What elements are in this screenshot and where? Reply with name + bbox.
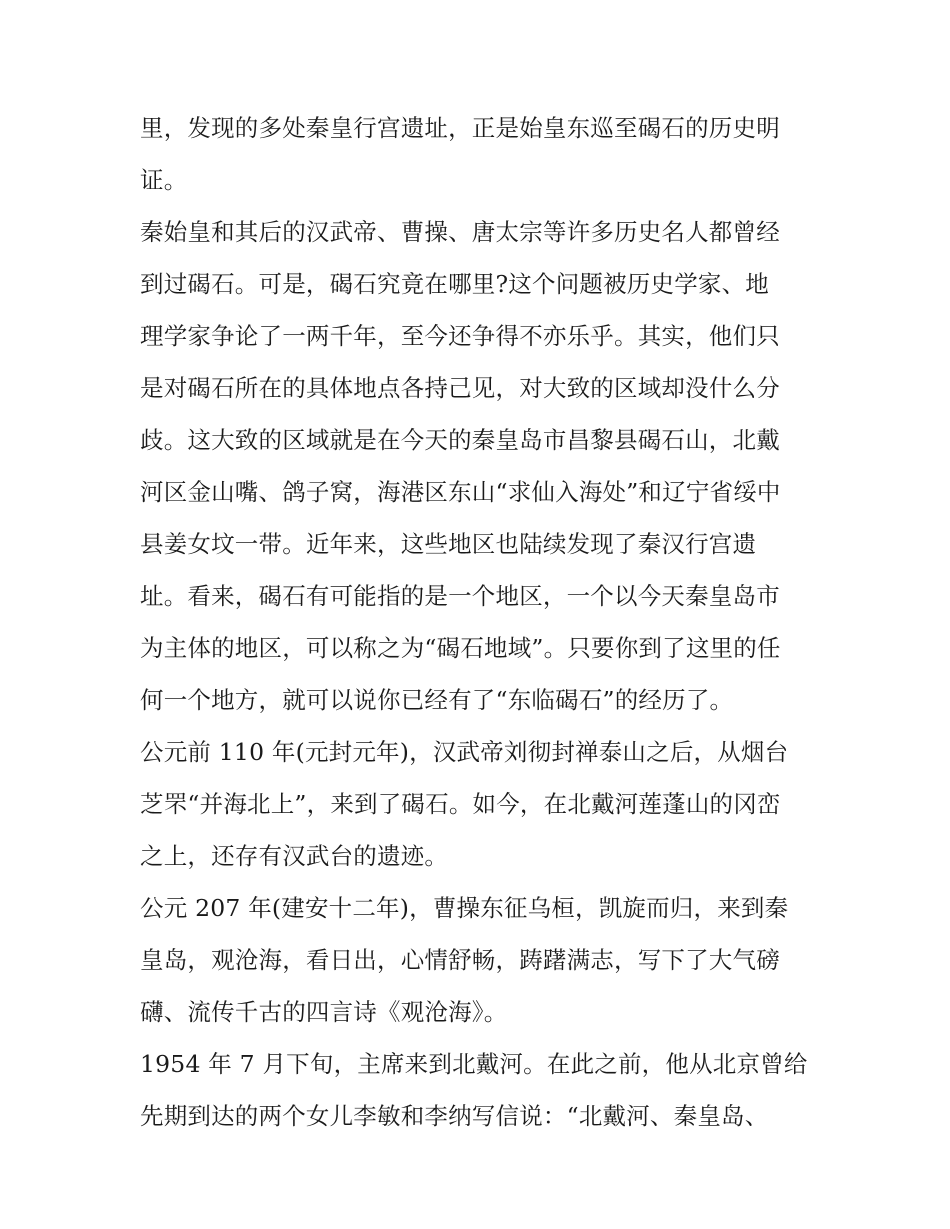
text-line: 皇岛，观沧海，看日出，心情舒畅，踌躇满志，写下了大气磅 (140, 946, 780, 974)
text-line: 芝罘“并海北上”，来到了碣石。如今，在北戴河莲蓬山的冈峦 (140, 790, 781, 818)
text-line: 到过碣石。可是，碣石究竟在哪里?这个问题被历史学家、地 (140, 270, 769, 298)
text-line: 公元前 110 年(元封元年)，汉武帝刘彻封禅泰山之后，从烟台 (140, 738, 789, 766)
text-line: 是对碣石所在的具体地点各持己见，对大致的区域却没什么分 (140, 374, 780, 402)
text-line: 址。看来，碣石有可能指的是一个地区，一个以今天秦皇岛市 (140, 582, 780, 610)
text-line: 秦始皇和其后的汉武帝、曹操、唐太宗等许多历史名人都曾经 (140, 218, 780, 246)
text-line: 为主体的地区，可以称之为“碣石地域”。只要你到了这里的任 (140, 634, 781, 662)
text-line: 何一个地方，就可以说你已经有了“东临碣石”的经历了。 (140, 686, 734, 714)
text-line: 县姜女坟一带。近年来，这些地区也陆续发现了秦汉行宫遗 (140, 530, 757, 558)
text-line: 河区金山嘴、鸽子窝，海港区东山“求仙入海处”和辽宁省绥中 (140, 478, 781, 506)
text-line: 歧。这大致的区域就是在今天的秦皇岛市昌黎县碣石山，北戴 (140, 426, 780, 454)
text-line: 公元 207 年(建安十二年)，曹操东征乌桓，凯旋而归，来到秦 (140, 894, 789, 922)
text-line: 里，发现的多处秦皇行宫遗址，正是始皇东巡至碣石的历史明 (140, 114, 780, 142)
text-line: 礴、流传千古的四言诗《观沧海》。 (140, 998, 508, 1026)
document-body (140, 102, 820, 1142)
text-line: 之上，还存有汉武台的遗迹。 (140, 842, 449, 870)
text-line: 理学家争论了一两千年，至今还争得不亦乐乎。其实，他们只 (140, 322, 780, 350)
text-line: 先期到达的两个女儿李敏和李纳写信说：“北戴河、秦皇岛、 (140, 1102, 769, 1130)
text-line: 1954 年 7 月下旬，主席来到北戴河。在此之前，他从北京曾给 (140, 1050, 808, 1078)
text-line: 证。 (140, 166, 188, 194)
